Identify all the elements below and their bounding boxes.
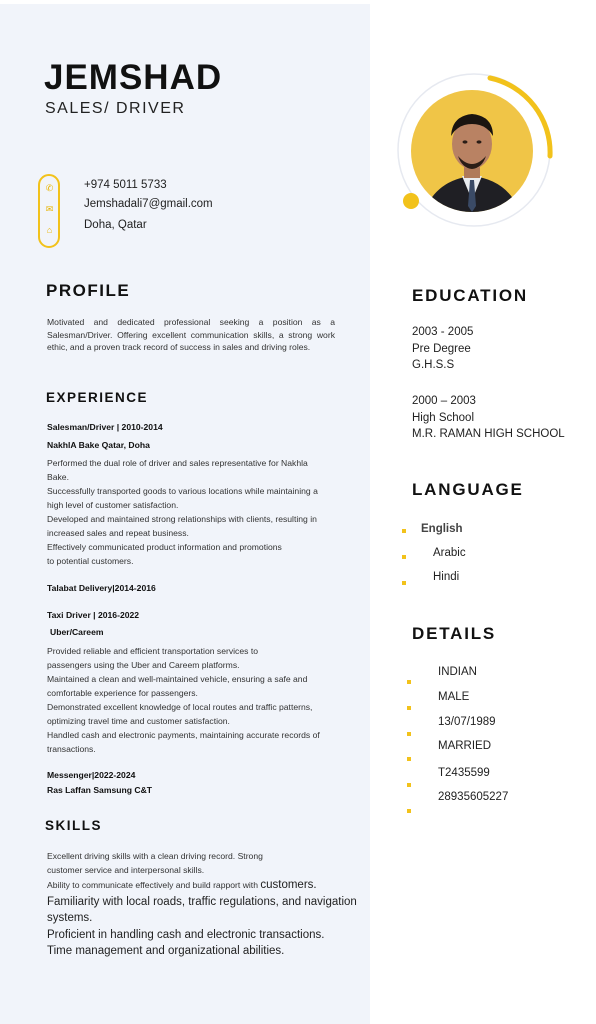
description-line: Developed and maintained strong relationships with clients, resulting in [47, 514, 317, 524]
contact-icon-bar [38, 174, 60, 248]
education-years: 2003 - 2005 [412, 326, 474, 338]
skill-line: Time management and organizational abilities. [47, 945, 285, 957]
education-heading: EDUCATION [412, 286, 528, 305]
skill-line: Excellent driving skills with a clean driving record. Strong [47, 851, 263, 861]
candidate-name: JEMSHAD [44, 58, 223, 97]
skills-list [47, 849, 360, 960]
job-description-1 [47, 456, 360, 568]
description-line: comfortable experience for passengers. [47, 688, 198, 698]
details-bullet [407, 809, 411, 813]
job-description-3 [47, 644, 360, 756]
description-line: Provided reliable and efficient transportation services to [47, 646, 258, 656]
education-entry-2 [412, 393, 565, 443]
phone-icon: ✆ [45, 183, 54, 193]
skill-text: Ability to communicate effectively and build rapport with [47, 880, 261, 890]
language-item: Hindi [433, 571, 460, 583]
description-line: Successfully transported goods to various locations while maintaining a [47, 486, 318, 496]
description-line: Effectively communicated product information and promotions [47, 542, 282, 552]
job-title-4: Messenger|2022-2024 [47, 770, 136, 780]
contact-phone: +974 5011 5733 [84, 179, 167, 191]
language-bullet [402, 555, 406, 559]
location-icon: ⌂ [46, 225, 53, 235]
education-entry-1 [412, 324, 473, 374]
description-line: Handled cash and electronic payments, maintaining accurate records of [47, 730, 320, 740]
education-school: G.H.S.S [412, 359, 455, 371]
email-icon: ✉ [45, 204, 54, 214]
education-school: M.R. RAMAN HIGH SCHOOL [412, 428, 565, 440]
description-line: transactions. [47, 744, 96, 754]
skills-heading: SKILLS [45, 818, 103, 833]
language-item: Arabic [433, 547, 466, 559]
skill-text-large: customers. [260, 879, 317, 891]
detail-marital-status: MARRIED [438, 740, 492, 752]
job-title-2: Talabat Delivery|2014-2016 [47, 583, 156, 593]
education-degree: Pre Degree [412, 342, 471, 355]
details-bullet [407, 757, 411, 761]
education-years: 2000 – 2003 [412, 395, 476, 407]
contact-email: Jemshadali7@gmail.com [84, 198, 213, 210]
skill-line: Familiarity with local roads, traffic regulations, and navigation [47, 895, 357, 908]
details-bullet [407, 732, 411, 736]
description-line: passengers using the Uber and Careem platforms. [47, 660, 240, 670]
description-line: Bake. [47, 472, 69, 482]
details-bullet [407, 706, 411, 710]
job-company-1: NakhlA Bake Qatar, Doha [47, 440, 150, 450]
skill-line: systems. [47, 912, 93, 924]
details-bullet [407, 783, 411, 787]
education-degree: High School [412, 411, 475, 424]
detail-passport: T2435599 [438, 767, 490, 779]
description-line: increased sales and repeat business. [47, 528, 189, 538]
detail-dob: 13/07/1989 [438, 716, 496, 728]
skill-line: Proficient in handling cash and electronic transactions. [47, 928, 325, 941]
details-heading: DETAILS [412, 624, 497, 643]
detail-nationality: INDIAN [438, 666, 477, 678]
details-bullet [407, 680, 411, 684]
job-title-1: Salesman/Driver | 2010-2014 [47, 422, 163, 432]
description-line: Demonstrated excellent knowledge of local routes and traffic patterns, [47, 702, 313, 712]
language-bullet [402, 581, 406, 585]
skill-line [47, 877, 360, 894]
job-title-3: Taxi Driver | 2016-2022 [47, 610, 140, 620]
experience-heading: EXPERIENCE [46, 390, 149, 405]
description-line: high level of customer satisfaction. [47, 500, 179, 510]
profile-photo [394, 72, 554, 232]
description-line: Performed the dual role of driver and sales representative for Nakhla [47, 458, 308, 468]
description-line: to potential customers. [47, 556, 134, 566]
profile-heading: PROFILE [46, 281, 131, 300]
profile-text: Motivated and dedicated professional seeking a position as a Salesman/Driver. Offering excellent communication skills, a strong work ethic, and a proven track record of success in sales and driving roles. [47, 317, 335, 353]
description-line: optimizing travel time and customer satisfaction. [47, 716, 230, 726]
language-item: English [421, 523, 463, 535]
detail-gender: MALE [438, 691, 470, 703]
job-company-3: Uber/Careem [50, 627, 104, 637]
language-heading: LANGUAGE [412, 480, 524, 499]
description-line: Maintained a clean and well-maintained vehicle, ensuring a safe and [47, 674, 308, 684]
job-company-4: Ras Laffan Samsung C&T [47, 785, 153, 795]
detail-id-number: 28935605227 [438, 791, 509, 803]
job-title: SALES/ DRIVER [45, 100, 186, 117]
language-bullet [402, 529, 406, 533]
skill-line: customer service and interpersonal skills. [47, 865, 205, 875]
contact-location: Doha, Qatar [84, 219, 147, 231]
